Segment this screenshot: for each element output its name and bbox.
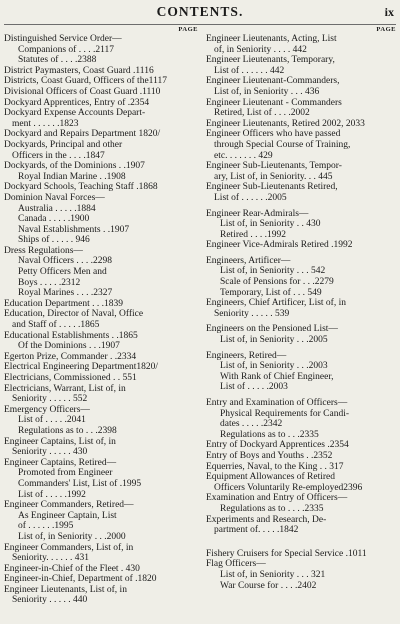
index-entry: Engineer-in-Chief, Department of .1820 [4, 574, 157, 585]
index-entry: List of, in Seniority . . .2005 [220, 335, 328, 346]
index-entry: Engineer Sub-Lieutenants, Tempor- [206, 161, 342, 172]
index-entry: Experiments and Research, De- [206, 514, 327, 525]
index-entry: Statutes of . . . .2388 [18, 55, 97, 66]
left-column [4, 25, 198, 606]
index-entry: Fishery Cruisers for Special Service .1011 [206, 548, 367, 559]
index-entry: Flag Officers— [206, 559, 266, 570]
index-entry: Seniority . . . . . 552 [12, 394, 88, 405]
index-entry: Engineer Commanders, List of, in [4, 542, 134, 553]
index-entry: through Special Course of Training, [214, 139, 351, 150]
index-entry: Engineer Captains, List of, in [4, 436, 116, 447]
index-entry: Dockyard and Repairs Department 1820/ [4, 129, 161, 140]
index-entry: Commanders' List, List of .1995 [18, 478, 142, 489]
index-entry: Dockyard Schools, Teaching Staff .1868 [4, 182, 158, 193]
index-entry: Seniority . . . . . 430 [12, 447, 88, 458]
index-entry: Education, Director of Naval, Office [4, 309, 144, 320]
index-entry: Retired . . . .1992 [220, 229, 286, 240]
index-entry: List of . . . . . . 442 [214, 65, 285, 76]
right-page-label: PAGE [376, 26, 396, 33]
index-entry: Dockyard Apprentices, Entry of .2354 [4, 97, 150, 108]
index-entry: Seniority. . . . . . 431 [12, 553, 89, 564]
index-entry: Entry of Dockyard Apprentices .2354 [206, 440, 349, 451]
index-entry: Engineers, Chief Artificer, List of, in [206, 298, 346, 309]
index-entry: Dockyard Expense Accounts Depart- [4, 108, 146, 119]
index-entry: Dockyards, Principal and other [4, 139, 123, 150]
index-entry: Dockyards, of the Dominions . .1907 [4, 161, 145, 172]
index-entry: Engineer Sub-Lieutenants Retired, [206, 182, 338, 193]
index-entry: List of . . . . .2003 [220, 382, 288, 393]
index-entry: Engineers on the Pensioned List— [206, 324, 338, 335]
right-column [206, 25, 396, 591]
index-entry: Engineer Officers who have passed [206, 129, 341, 140]
index-entry: Of the Dominions . . .1907 [18, 341, 120, 352]
index-entry: Regulations as to . . .2335 [220, 429, 319, 440]
index-entry: Engineer Lieutenant - Commanders [206, 97, 342, 108]
index-entry: Electricians, Warrant, List of, in [4, 383, 126, 394]
index-entry: Engineer Commanders, Retired— [4, 500, 134, 511]
index-entry: Examination and Entry of Officers— [206, 493, 348, 504]
index-entry: Companions of . . . .2117 [18, 44, 114, 55]
index-entry: As Engineer Captain, List [18, 510, 117, 521]
index-entry: Regulations as to . . . .2335 [220, 503, 324, 514]
index-entry: dates . . . . .2342 [220, 419, 283, 430]
index-entry: Scale of Pensions for . . .2279 [220, 277, 334, 288]
index-entry: List of, in Seniority . . .2003 [220, 361, 328, 372]
index-entry: Engineer-in-Chief of the Fleet . 430 [4, 563, 140, 574]
index-entry: Dress Regulations— [4, 245, 83, 256]
index-entry: Ships of . . . . . 946 [18, 235, 90, 246]
index-entry: List of, in Seniority . . 430 [220, 219, 321, 230]
index-entry: List of . . . . .1992 [18, 489, 86, 500]
index-entry: Temporary, List of . . . 549 [220, 287, 322, 298]
index-entry: Electricians, Commissioned . . 551 [4, 373, 137, 383]
index-entry: Egerton Prize, Commander . .2334 [4, 351, 137, 362]
index-entry: Engineer Lieutenants, Temporary, [206, 55, 335, 66]
index-entry: Officers in the . . . .1847 [12, 150, 105, 161]
index-entry: Promoted from Engineer [18, 468, 113, 479]
index-entry: Divisional Officers of Coast Guard .1110 [4, 86, 161, 97]
index-entry: Entry of Boys and Youths . .2352 [206, 450, 333, 461]
index-entry: Electrical Engineering Department1820/ [4, 362, 159, 373]
index-entry: Dominion Naval Forces— [4, 192, 105, 203]
index-entry: Distinguished Service Order— [4, 34, 122, 44]
index-entry: List of, in Seniority . . . 542 [220, 266, 326, 277]
index-entry: Engineer Lieutenant-Commanders, [206, 76, 340, 87]
index-entry: Boys . . . . .2312 [18, 277, 81, 288]
index-entry: Education Department . . .1839 [4, 298, 123, 309]
index-entry: ment . . . . . .1823 [12, 118, 79, 129]
index-entry: Australia . . . . .1884 [18, 203, 96, 214]
index-entry: Engineer Rear-Admirals— [206, 208, 309, 219]
index-entry: Engineer Captains, Retired— [4, 457, 117, 468]
index-entry: Officers Voluntarily Re-employed2396 [214, 482, 363, 493]
index-entry: Engineer Vice-Admirals Retired .1992 [206, 240, 353, 251]
index-entry: List of, in Seniority . . . 321 [220, 569, 326, 580]
index-entry: Royal Marines . . . .2327 [18, 288, 113, 299]
index-entry: Equerries, Naval, to the King . . 317 [206, 461, 344, 472]
index-entry: Entry and Examination of Officers— [206, 398, 348, 408]
index-entry: War Course for . . . .2402 [220, 580, 317, 591]
index-entry: Engineer Lieutenants, Acting, List [206, 34, 337, 44]
index-entry: partment of. . . . .1842 [214, 525, 299, 536]
index-entry: Regulations as to . . .2398 [18, 425, 117, 436]
index-entry: etc. . . . . . . 429 [214, 150, 273, 161]
page-header [0, 4, 400, 22]
index-entry: Emergency Officers— [4, 404, 90, 415]
index-entry: Engineers, Artificer— [206, 255, 291, 266]
index-entry: Naval Establishments . .1907 [18, 224, 130, 235]
index-entry: and Staff of . . . . .1865 [12, 320, 100, 331]
index-entry: Petty Officers Men and [18, 267, 107, 278]
index-entry: Educational Establishments . .1865 [4, 330, 138, 341]
index-entry: Equipment Allowances of Retired [206, 472, 336, 483]
index-entry: Physical Requirements for Candi- [220, 408, 350, 419]
index-entry: List of, in Seniority . . . 436 [214, 86, 320, 97]
index-entry: Districts, Coast Guard, Officers of the1117 [4, 76, 167, 87]
index-entry: Canada . . . . .1900 [18, 214, 90, 225]
page-title: CONTENTS. [156, 4, 244, 19]
index-entry: Engineers, Retired— [206, 350, 287, 361]
index-entry: Naval Officers . . . .2298 [18, 256, 113, 267]
index-entry: of, in Seniority . . . . 442 [214, 44, 307, 55]
index-entry: ary, List of, in Seniority. . . 445 [214, 171, 333, 182]
index-entry: With Rank of Chief Engineer, [220, 371, 334, 382]
index-entry: List of, in Seniority . . .2000 [18, 531, 126, 542]
index-entry: List of . . . . . .2005 [214, 192, 287, 203]
index-entry: District Paymasters, Coast Guard .1116 [4, 65, 154, 76]
left-page-label: PAGE [178, 26, 198, 33]
index-entry: of . . . . . .1995 [18, 521, 74, 532]
index-entry: Seniority . . . . . 539 [214, 308, 290, 319]
index-entry: Retired, List of . . . .2002 [214, 108, 310, 119]
index-entry: Royal Indian Marine . .1908 [18, 171, 126, 182]
index-entry: List of . . . . .2041 [18, 415, 86, 426]
page-number: ix [384, 5, 394, 19]
index-entry: Engineer Lieutenants, Retired 2002, 2033 [206, 118, 365, 129]
index-entry: Seniority . . . . . 440 [12, 595, 88, 606]
index-entry: Engineer Lieutenants, List of, in [4, 584, 127, 595]
